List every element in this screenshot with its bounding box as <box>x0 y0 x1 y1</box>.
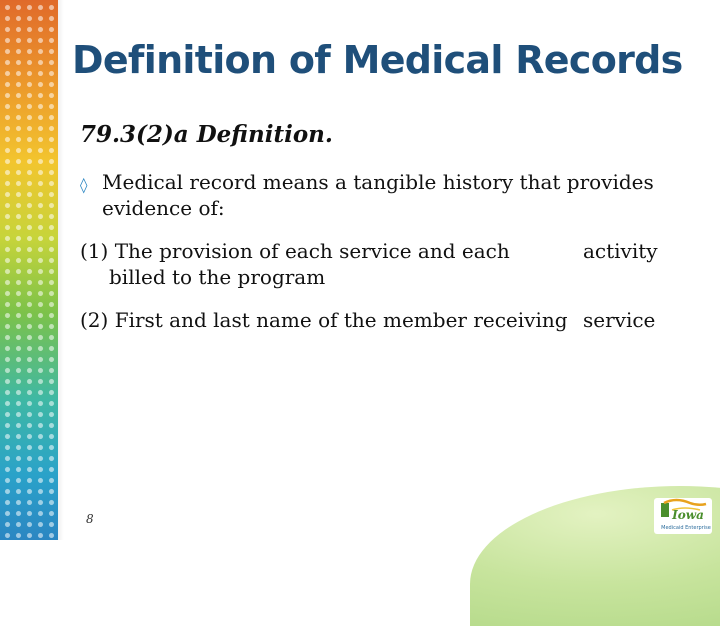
item2-text: (2) First and last name of the member receiving <box>80 308 568 332</box>
list-item-2 <box>80 307 690 337</box>
slide-title: Definition of Medical Records <box>72 38 683 82</box>
item1-text-line1: (1) The provision of each service and each <box>80 239 510 263</box>
svg-text:Medicaid Enterprise: Medicaid Enterprise <box>661 525 711 531</box>
bullet-text-line1: Medical record means a tangible history that provides <box>102 170 654 194</box>
svg-text:Iowa: Iowa <box>672 508 704 522</box>
band-edge-shadow <box>58 0 64 540</box>
decorative-color-band <box>0 0 58 540</box>
bullet-icon: ◊ <box>80 176 88 194</box>
item1-text-line2: billed to the program <box>109 265 326 289</box>
iowa-medicaid-logo-icon <box>654 498 712 534</box>
item1-text-end: activity <box>583 239 658 263</box>
page-number: 8 <box>86 512 94 526</box>
list-item-1 <box>80 238 690 298</box>
band-dot-pattern <box>0 0 58 540</box>
item2-text-end: service <box>583 308 656 332</box>
section-heading: 79.3(2)a Definition. <box>80 121 333 148</box>
bullet-text-line2: evidence of: <box>102 196 225 220</box>
